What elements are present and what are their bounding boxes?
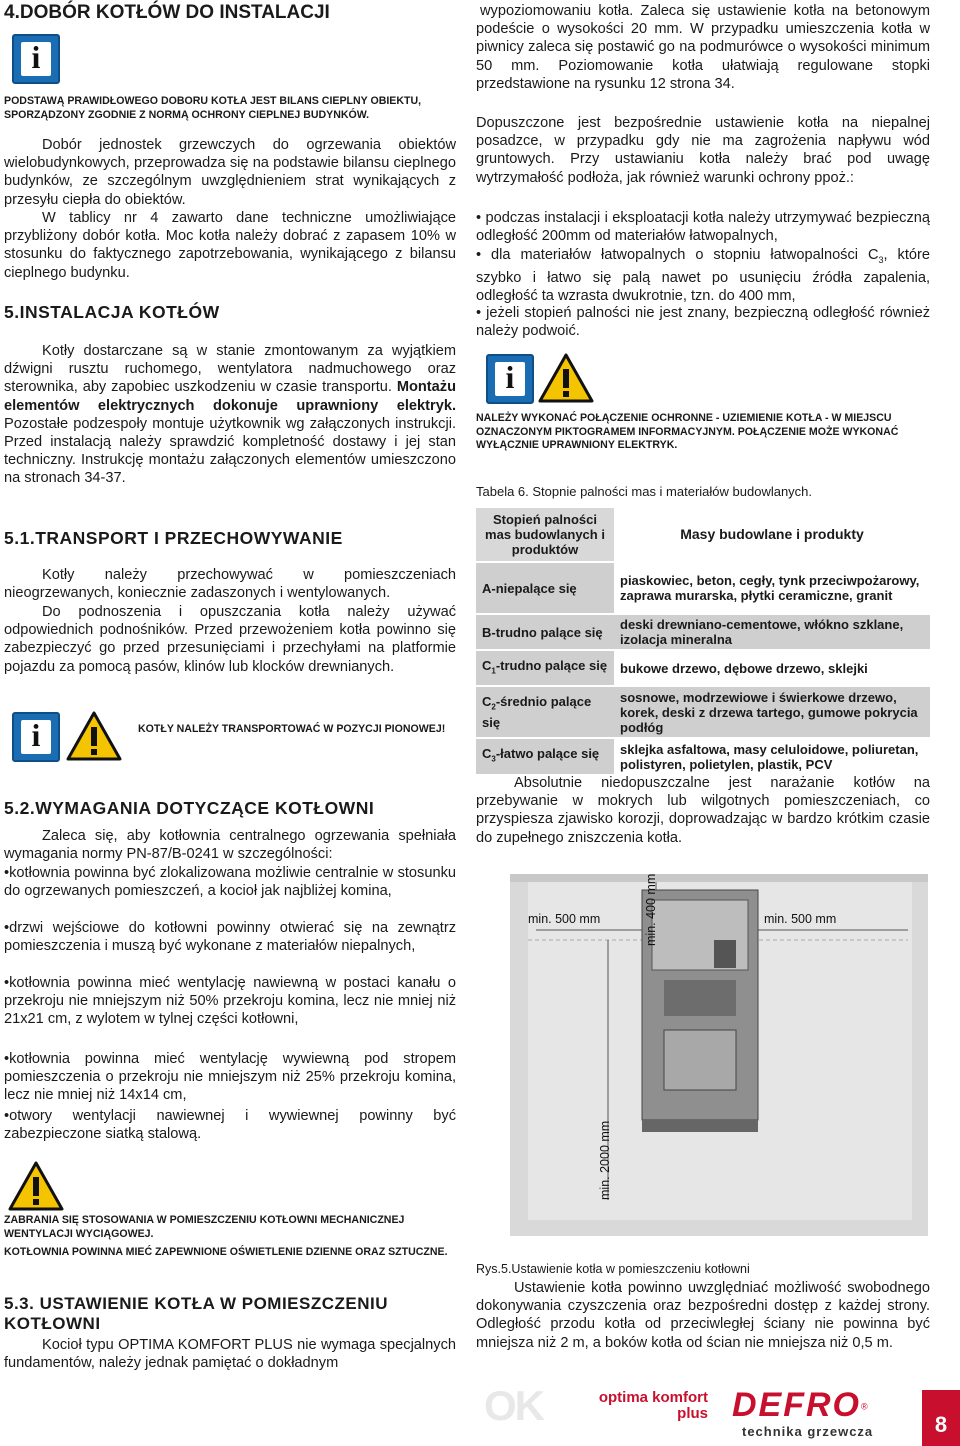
info-note: PODSTAWĄ PRAWIDŁOWEGO DOBORU KOTŁA JEST BILANS CIEPLNY OBIEKTU, SPORZĄDZONY ZGODNIE Z NORMĄ OCHRONY CIEPLNEJ BUDYNKÓW. bbox=[4, 95, 422, 121]
table-row: $C_2$-średnio palące się sosnowe, modrzewiowe i świerkowe drzewo, korek, deski z drzewa tartego, gumowe pokrycia podłóg bbox=[476, 686, 930, 738]
lighting-warning: KOTŁOWNIA POWINNA MIEĆ ZAPEWNIONE OŚWIETLENIE DZIENNE ORAZ SZTUCZNE. bbox=[4, 1246, 448, 1258]
list-item: •kotłownia powinna mieć wentylację nawiewną w postaci kanału o przekroju nie mniejszym niż 50% przekroju komina, lecz nie mniej niż 21x21 cm, z wylotem w tylnej części kotłowni, bbox=[4, 975, 456, 1028]
ventilation-warning: ZABRANIA SIĘ STOSOWANIA W POMIESZCZENIU KOTŁOWNI MECHANICZNEJ WENTYLACJI WYCIĄGOWEJ. bbox=[4, 1214, 405, 1240]
section-5-2-heading: 5.2.WYMAGANIA DOTYCZĄCE KOTŁOWNI bbox=[4, 798, 375, 818]
dimension-label: min. 2000 mm bbox=[598, 1120, 612, 1200]
paragraph: Dopuszczone jest bezpośrednie ustawienie kotła na niepalnej posadzce, w przypadku gdy nie ma zagrożenia napływu wód gruntowych. Przy ustawianiu kotła należy brać pod uwagę wytrzymałość podłoża, jak również warunki ochrony ppoż.: bbox=[476, 115, 930, 186]
section-4-heading: 4.DOBÓR KOTŁÓW DO INSTALACJI bbox=[4, 2, 330, 23]
list-item: •otwory wentylacji nawiewnej i wywiewnej powinny być zabezpieczone siatką stalową. bbox=[4, 1108, 456, 1143]
dimension-label: min. 500 mm bbox=[764, 912, 837, 926]
paragraph: wypoziomowaniu kotła. Zaleca się ustawienie kotła na betonowym podeście o wysokości 20 mm. W przypadku umieszczenia kotła w piwnicy zaleca się postawić go na podmurówce o wysokości minimum 50 mm. Poziomowanie kotła ułatwiają regulowane stopki przedstawione na rysunku 12 strona 34. bbox=[476, 3, 930, 92]
figure-caption: Rys.5.Ustawienie kotła w pomieszczeniu kotłowni bbox=[476, 1262, 750, 1276]
paragraph: Kotły dostarczane są w stanie zmontowanym za wyjątkiem dźwigni rusztu ruchomego, wentylatora nadmuchowego oraz sterownika, aby zapobiec uszkodzeniu w czasie transportu. Montażu elementów elektrycznych dokonuje uprawniony elektryk. Pozostałe podzespoły montuje użytkownik wg załączonych instrukcji. Przed instalacją należy sprawdzić kompletność dostawy i jej stan techniczny. Instrukcję montażu załączonych elementów umieszczono na stronach 34-37. bbox=[4, 343, 456, 487]
section-5-1-heading: 5.1.TRANSPORT I PRZECHOWYWANIE bbox=[4, 528, 343, 548]
brand-logo: DEFRO® technika grzewcza bbox=[732, 1386, 874, 1439]
table-header: Masy budowlane i produkty bbox=[614, 508, 930, 562]
section-5-3-heading: 5.3. USTAWIENIE KOTŁA W POMIESZCZENIU KOTŁOWNI bbox=[4, 1294, 389, 1333]
info-icon bbox=[486, 354, 534, 409]
paragraph: Kocioł typu OPTIMA KOMFORT PLUS nie wymaga specjalnych fundamentów, należy jednak pamiętać o dokładnym bbox=[4, 1337, 456, 1372]
footer bbox=[476, 1382, 960, 1446]
warning-icon bbox=[538, 352, 594, 407]
paragraph: Absolutnie niedopuszczalne jest narażanie kotłów na przebywanie w mokrych lub wilgotnych pomieszczeniach, co przyspiesza zjawisko korozji, doprowadzając w bardzo krótkim czasie do zupełnego zniszczenia kotła. bbox=[476, 775, 930, 846]
paragraph: W tablicy nr 4 zawarto dane techniczne umożliwiające przybliżony dobór kotła. Moc kotła należy dobrać z zapasem 10% w stosunku do faktycznego zapotrzebowania, wynikającego z bilansu cieplnego budynku. bbox=[4, 210, 456, 281]
paragraph: Dobór jednostek grzewczych do ogrzewania obiektów wielobudynkowych, przeprowadza się na podstawie bilansu cieplnego budynków, ze szczególnym uwzględnieniem strat wynikających z przesyłu ciepła do obiektów. bbox=[4, 137, 456, 208]
table-row: B-trudno palące się deski drewniano-cementowe, włókno szklane, izolacja mineralna bbox=[476, 614, 930, 650]
info-icon bbox=[12, 712, 60, 767]
warning-icon bbox=[8, 1160, 64, 1215]
info-icon bbox=[12, 34, 60, 89]
paragraph: Zaleca się, aby kotłownia centralnego ogrzewania spełniała wymagania normy PN-87/B-0241 w szczególności: bbox=[4, 828, 456, 863]
paragraph: Do podnoszenia i opuszczania kotła należy używać odpowiednich podnośników. Przed przewożeniem kotła powinno się zabezpieczyć go przed przesunięciami i przechyłami na platformie pojazdu za pomocą pasów, klinów lub klocków drewnianych. bbox=[4, 604, 456, 675]
table-caption: Tabela 6. Stopnie palności mas i materiałów budowlanych. bbox=[476, 484, 813, 499]
product-logo: OK optima komfort plus bbox=[484, 1382, 708, 1429]
table-row: $C_1$-trudno palące się bukowe drzewo, dębowe drzewo, sklejki bbox=[476, 650, 930, 686]
flammability-table bbox=[476, 508, 930, 774]
table-row: A-niepalące się piaskowiec, beton, cegły, tynk przeciwpożarowy, zaprawa murarska, płytki ceramiczne, granit bbox=[476, 562, 930, 614]
section-5-heading: 5.INSTALACJA KOTŁÓW bbox=[4, 302, 220, 322]
list-item: • podczas instalacji i eksploatacji kotła należy utrzymywać bezpieczną odległość 200mm od materiałów łatwopalnych, bbox=[476, 210, 930, 245]
warning-icon bbox=[66, 710, 122, 765]
dimension-label: min. 500 mm bbox=[528, 912, 601, 926]
list-item: •drzwi wejściowe do kotłowni powinny otwierać się na zewnątrz pomieszczenia i muszą być wykonane z materiałów niepalnych, bbox=[4, 920, 456, 955]
table-row: $C_3$-łatwo palące się sklejka asfaltowa, masy celuloidowe, poliuretan, polistyren, polietylen, plastik, PCV bbox=[476, 738, 930, 774]
list-item: • dla materiałów łatwopalnych o stopniu łatwopalności $C_3$, które szybko i łatwo się palą nawet po usunięciu źródła zapalenia, odległość ta wzrasta dwukrotnie, tzn. do 400 mm, bbox=[476, 247, 930, 305]
list-item: •kotłownia powinna mieć wentylację wywiewną pod stropem pomieszczenia o przekroju nie mniejszym niż 25% przekroju komina, lecz nie mniej niż 14x14 cm, bbox=[4, 1051, 456, 1104]
page-number: 8 bbox=[922, 1390, 960, 1446]
table-header: Stopień palności mas budowlanych i produktów bbox=[476, 508, 614, 562]
grounding-note: NALEŻY WYKONAĆ POŁĄCZENIE OCHRONNE - UZIEMIENIE KOTŁA - W MIEJSCU OZNACZONYM PIKTOGRAMEM INFORMACYJNYM. POŁĄCZENIE MOŻE WYKONAĆ WYŁĄCZNIE UPRAWNIONY ELEKTRYK. bbox=[476, 412, 899, 451]
list-item: • jeżeli stopień palności nie jest znany, bezpieczną odległość również należy podwoić. bbox=[476, 305, 930, 340]
paragraph: Kotły należy przechowywać w pomieszczeniach nieogrzewanych, koniecznie zadaszonych i wentylowanych. bbox=[4, 567, 456, 602]
dimension-label: min. 400 mm bbox=[644, 873, 658, 946]
boiler-placement-figure bbox=[488, 860, 928, 1260]
paragraph: Ustawienie kotła powinno uwzględniać możliwość swobodnego dokonywania czyszczenia oraz bezpośredni dostęp z każdej strony. Odległość przodu kotła od przeciwległej ściany nie powinna być mniejsza niż 2 m, a boków kotła od ścian nie mniejsza niż 0,5 m. bbox=[476, 1280, 930, 1351]
list-item: •kotłownia powinna być zlokalizowana możliwie centralnie w stosunku do ogrzewanych pomieszczeń, a kocioł jak najbliżej komina, bbox=[4, 865, 456, 900]
transport-note: KOTŁY NALEŻY TRANSPORTOWAĆ W POZYCJI PIONOWEJ! bbox=[138, 723, 446, 735]
